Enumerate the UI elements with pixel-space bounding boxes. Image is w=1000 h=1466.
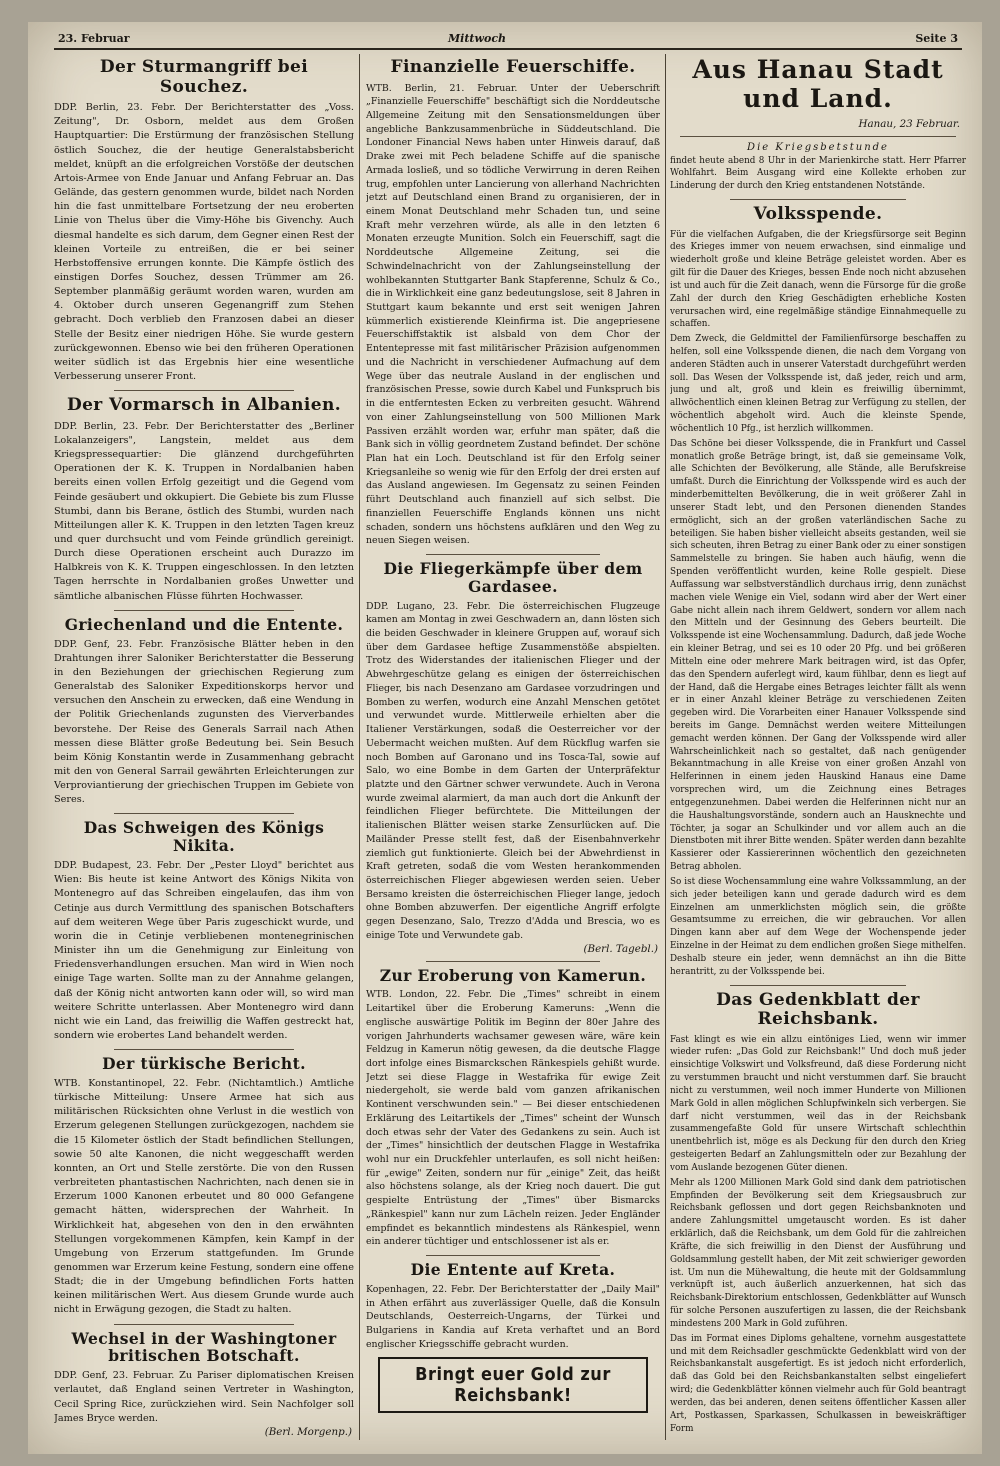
- article-gardasee-body: DDP. Lugano, 23. Febr. Die österreichischen Flugzeuge kamen am Montag in zwei Geschwadern an, dann lösten sich die beiden Geschwader in kleinere Gruppen auf, worauf sich über dem Gardasee heftige Zusammenstöße abspielten. Trotz des Widerstandes der italienischen Flieger und der Abwehrgeschütze gelang es einigen der österreichischen Flieger, bis nach Desenzano am Gardasee vorzudringen und Bomben zu werfen, wodurch eine Anzahl Menschen getötet und verwundet wurde. Mittlerweile erhielten aber die Italiener Verstärkungen, sodaß die Oesterreicher vor der Uebermacht weichen mußten. Auf dem Rückflug warfen sie noch Bomben auf Garonano und ins Tosca-Tal, sowie auf Salo, wo eine Bombe in dem Garten der Unterpräfektur platzte und den Gärtner schwer verwundete. Auch in Verona wurde zweimal alarmiert, da man auch dort die Ankunft der feindlichen Flieger befürchtete. Die Mitteilungen der italienischen Blätter weisen starke Zensurlücken auf. Die Mailänder Presse stellt fest, daß der Eisenbahnverkehr ziemlich gut funktionierte. Gleich bei der Abwehrdienst in Kraft getreten, sodaß die vom Westen herankommenden österreichischen Flieger abgewiesen werden seien. Ueber Bersamo kreisten die österreichischen Flieger lange, jedoch ohne Bomben abzuwerfen. Der eigentliche Angriff erfolgte gegen Desenzano, Salo, Trezzo d'Adda und Brescia, wo es einige Tote und Verwundete gab.: [366, 600, 660, 941]
- article-volksspende-body-2: Dem Zweck, die Geldmittel der Familienfürsorge beschaffen zu helfen, soll eine Volksspende dienen, die nach dem Vorgang von anderen Städten auch in unserer Vaterstadt durchgeführt werden soll. Das Wesen der Volksspende ist, daß jeder, reich und arm, jung und alt, groß und klein es freiwillig übernimmt, allwöchentlich einen kleinen Betrag zur Verfügung zu stellen, der wöchentlich abgeholt wird. Auch die kleinste Spende, wöchentlich 10 Pfg., ist herzlich willkommen.: [670, 334, 966, 434]
- article-nikita-title: Das Schweigen des Königs Nikita.: [83, 818, 325, 856]
- article-feuerschiffe-body: WTB. Berlin, 21. Februar. Unter der Ueberschrift „Finanzielle Feuerschiffe" beschäftigt sich die Norddeutsche Allgemeine Zeitung mit den Sensationsmeldungen über angebliche Bankzusammenbrüche in Süddeutschland. Die Londoner Financial News haben unter Hinweis darauf, daß Drake zwei mit Pech beladene Schiffe auf die spanische Armada losließ, und so tödliche Verwirrung in deren Reihen trug, empfohlen unter Lancierung von allerhand Nachrichten jetzt auf Deutschland einen Brand zu organisieren, der in einem Monat Deutschland mehr Schaden tun, und seine Kraft mehr verzehren würde, als alle in den letzten 6 Monaten erzeugte Munition. Solch ein Feuerschiff, sagt die Norddeutsche Allgemeine Zeitung, sei die Schwindelnachricht von der Zahlungseinstellung der wohlbekannten Stuttgarter Bank Stapferenne, Schulz & Co., die in Wirklichkeit eine ganz bedeutungslose, seit 8 Jahren in Stuttgart kaum bekannte und erst seit wenigen Jahren kümmerlich existierende Kleinfirma ist. Die angepriesene Feuerschiffstaktik ist alsbald von dem Chor der Ententepresse mit fast militärischer Präzision aufgenommen und die Nachricht in verschiedener Aufmachung auf dem Wege über das neutrale Ausland in der englischen und französischen Presse, sowie durch Kabel und Funkspruch bis in die entferntesten Ecken zu verbreiten gesucht. Während von einer Zahlungseinstellung von 500 Millionen Mark Passiven erzählt worden war, erfuhr man später, daß die Bank sich in völlig geordnetem Zustand befindet. Der schöne Plan hat ein Loch. Deutschland ist für den Erfolg seiner Kriegsanleihe so wenig wie für den Erfolg der drei ersten auf das Ausland angewiesen. Im Gegensatz zu seinen Feinden führt Deutschland auch finanziell auf sich selbst. Die finanziellen Feuerschiffe Englands können uns nicht schaden, sondern uns höchstens aufklären und den Weg zu neuen Siegen weisen.: [366, 82, 660, 547]
- article-washington-title: Wechsel in der Washingtoner britischen Botschaft.: [71, 1328, 337, 1366]
- newspaper-page: [28, 22, 982, 1454]
- separator: [114, 1049, 294, 1050]
- article-gardasee-source: (Berl. Tagebl.): [583, 942, 658, 955]
- header-weekday: Mittwoch: [448, 32, 507, 45]
- column-left: [54, 54, 354, 1446]
- article-albanien-body: DDP. Berlin, 23. Febr. Der Berichterstatter des „Berliner Lokalanzeigers", Langstein, meldet aus dem Kriegspressequartier: Die glänzend durchgeführten Operationen der K. K. Truppen in Nordalbanien haben bereits einen vollen Erfolg gezeitigt und die Gegend vom Feinde gesäubert und okkupiert. Die Gebiete bis zum Flusse Stumbi, dann bis Berane, östlich des Stumbi, wurden nach Mitteilungen aller K. K. Truppen in den letzten Tagen kreuz und quer durchsucht und vom Feinde gründlich gereinigt. Durch diese Operationen erscheint auch Durazzo im Halbkreis von K. K. Truppen eingeschlossen. In den letzten Tagen herrschte in Nordalbanien großes Unwetter und sämtliche albanischen Flüsse führten Hochwasser.: [54, 420, 354, 602]
- article-kamerun-body: WTB. London, 22. Febr. Die „Times" schreibt in einem Leitartikel über die Eroberung Kameruns: „Wenn die englische auswärtige Politik im Beginn der 80er Jahre des vorigen Jahrhunderts wachsamer gewesen wäre, wäre kein Feldzug in Kamerun nötig gewesen, da die deutsche Flagge dort infolge eines Bismarckschen Ränkespiels gehißt wurde. Jetzt sei diese Flagge in Westafrika für ewige Zeit niedergeholt, sie werde bald vom ganzen afrikanischen Kontinent verschwunden sein." — Bei dieser entschiedenen Erklärung des Leitartikels der „Times" scheint der Wunsch doch etwas sehr der Vater des Gedankens zu sein. Auch ist der „Times" hinsichtlich der deutschen Flagge in Westafrika wohl nur ein Druckfehler unterlaufen, es soll nicht heißen: für „ewige" Zeiten, sondern nur für „einige" Zeit, das heißt also höchstens solange, als der Krieg noch dauert. Die gut gespielte Entrüstung der „Times" über Bismarcks „Ränkespiel" kann nur zum Lächeln reizen. Jeder Engländer empfindet es bekanntlich mindestens als Ränkespiel, wenn ein anderer tüchtiger und entschlossener ist als er.: [366, 989, 660, 1248]
- page-header: [28, 30, 982, 48]
- header-rule: [54, 48, 962, 50]
- column-divider-1: [359, 54, 360, 1440]
- separator: [730, 199, 906, 200]
- article-feuerschiffe-title: Finanzielle Feuerschiffe.: [390, 57, 636, 77]
- separator: [114, 390, 294, 391]
- article-gedenkblatt-title: Das Gedenkblatt der Reichsbank.: [716, 989, 920, 1030]
- column-right: [670, 54, 966, 1446]
- header-page-number: Seite 3: [915, 32, 958, 45]
- article-souchez-body: DDP. Berlin, 23. Febr. Der Berichterstatter des „Voss. Zeitung", Dr. Osborn, meldet aus dem Großen Hauptquartier: Die Erstürmung der französischen Stellung östlich Souchez, die der heutige Generalstabsbericht meldet, knüpft an die erfolgreichen Vorstöße der deutschen Artois-Armee von Ende Januar und Anfang Februar an. Das Gelände, das gestern genommen wurde, bildet nach Norden hin die fast unmittelbare Fortsetzung der neu eroberten Linie von Thelus über die Vimy-Höhe bis Givenchy. Auch diesmal handelte es sich darum, dem Gegner einen Rest der kleinen Vorteile zu entreißen, die er bei seiner Herbstoffensive errungen konnte. Die Kämpfe östlich des einstigen Dorfes Souchez, dessen Trümmer am 26. September planmäßig geräumt worden waren, wurden am 4. Oktober durch unseren Gegenangriff zum Stehen gebracht. Doch verblieb den Franzosen dabei an dieser Stelle der Besitz einer niedrigen Höhe. Sie wurde gestern zurückgewonnen. Ebenso wie bei den früheren Operationen weiter südlich ist das Ergebnis hier eine wesentliche Verbesserung unserer Front.: [54, 102, 354, 383]
- article-griechenland-body: DDP. Genf, 23. Febr. Französische Blätter heben in den Drahtungen ihrer Saloniker Berichterstatter die Besserung in den Beziehungen der griechischen Regierung zum Generalstab des Saloniker Expeditionskorps hervor und versuchen den Anschein zu erwecken, daß eine Wendung in der Politik Griechenlands zugunsten des Vierverbandes bevorstehe. Der Reise des Generals Sarrail nach Athen messen diese Blätter große Bedeutung bei. Sein Besuch beim König Konstantin werde in Zusammenhang gebracht mit den von General Sarrail gewährten Erleichterungen zur Verproviantierung der griechischen Truppen im Gebiete von Seres.: [54, 638, 354, 806]
- separator: [114, 813, 294, 814]
- article-gardasee-title: Die Fliegerkämpfe über dem Gardasee.: [383, 558, 643, 596]
- column-middle: [366, 54, 660, 1446]
- article-kamerun-title: Zur Eroberung von Kamerun.: [379, 965, 647, 985]
- article-griechenland-title: Griechenland und die Entente.: [64, 614, 344, 634]
- separator: [426, 554, 600, 555]
- article-tuerkisch-title: Der türkische Bericht.: [102, 1054, 306, 1074]
- local-section-masthead: Aus Hanau Stadt und Land.: [692, 55, 944, 113]
- separator: [426, 1255, 600, 1256]
- separator: [114, 610, 294, 611]
- article-volksspende-title: Volksspende.: [753, 203, 883, 224]
- article-washington-source: (Berl. Morgenp.): [264, 1425, 352, 1438]
- article-washington-body: DDP. Genf, 23. Februar. Zu Pariser diplomatischen Kreisen verlautet, daß England seinen Vertreter in Washington, Cecil Spring Rice, zurückziehen wird. Sein Nachfolger soll James Bryce werden.: [54, 1370, 354, 1424]
- article-gedenkblatt-body-2: Mehr als 1200 Millionen Mark Gold sind dank dem patriotischen Empfinden der Bevölkerung seit dem Kriegsausbruch zur Reichsbank geflossen und dort gegen Reichsbanknoten und andere Zahlungsmittel umgetauscht worden. Es ist daher erklärlich, daß die Reichsbank, um dem Gold für die zahlreichen Kräfte, die sich freiwillig in den Dienst der Ausführung und Goldsammlung gestellt haben, der Mit zeit schwieriger geworden ist. Um nun die Mühewaltung, die heute mit der Goldsammlung verknüpft ist, auch äußerlich anzuerkennen, hat sich das Reichsbank-Direktorium entschlossen, Gedenkblätter auf Wunsch für solche Personen auszufertigen zu lassen, die der Reichsbank mindestens 200 Mark in Gold zuführen.: [670, 1177, 966, 1329]
- article-albanien-title: Der Vormarsch in Albanien.: [66, 395, 342, 416]
- article-souchez-title: Der Sturmangriff bei Souchez.: [99, 57, 309, 97]
- article-kreta-body: Kopenhagen, 22. Febr. Der Berichterstatter der „Daily Mail" in Athen erfährt aus zuverlässiger Quelle, daß die Konsuln Deutschlands, Oesterreich-Ungarns, der Türkei und Bulgariens in Kandia auf Kreta verhaftet und an Bord englischer Kriegsschiffe gebracht wurden.: [366, 1283, 660, 1350]
- article-betstunde-body: findet heute abend 8 Uhr in der Marienkirche statt. Herr Pfarrer Wohlfahrt. Beim Ausgang wird eine Kollekte erhoben zur Linderung der durch den Krieg entstandenen Notstände.: [670, 155, 966, 192]
- article-kreta-title: Die Entente auf Kreta.: [410, 1260, 616, 1280]
- article-gedenkblatt-body-3: Das im Format eines Diploms gehaltene, vornehm ausgestattete und mit dem Reichsadler geschmückte Gedenkblatt wird von der Reichsbankanstalt ausgefertigt. Es ist jedoch nicht erforderlich, daß das Gold bei den Reichsbankanstalten selbst eingeliefert wird; die Gedenkblätter können vielmehr auch für Gold beantragt werden, das bei anderen, denen seitens öffentlicher Kassen aller Art, Postkassen, Sparkassen, Schulkassen in beweiskräftiger Form: [670, 1333, 966, 1434]
- separator: [680, 136, 956, 137]
- column-divider-2: [665, 54, 666, 1440]
- article-gedenkblatt-body-1: Fast klingt es wie ein allzu eintöniges Lied, wenn wir immer wieder rufen: „Das Gold zur Reichsbank!" Und doch muß jeder einsichtige Volkswirt und Volksfreund, daß diese Forderung nicht zu verstummen braucht und nicht verstummen darf. Sie braucht nicht zu verstummen, weil noch immer Hunderte von Millionen Mark Gold in allen möglichen Schlupfwinkeln sich verbergen. Sie darf nicht verstummen, weil das in der Reichsbank zusammengefaßte Gold für unsere Wirtschaft schlechthin unentbehrlich ist, möge es als Deckung für den durch den Krieg gesteigerten Bedarf an Zahlungsmitteln oder zur Bezahlung der vom Auslande bezogenen Güter dienen.: [670, 1034, 966, 1173]
- article-volksspende-body-1: Für die vielfachen Aufgaben, die der Kriegsfürsorge seit Beginn des Krieges immer von neuem erwachsen, sind einmalige und wiederholt große und kleine Beträge geleistet worden. Aber es gilt für die Dauer des Krieges, bessen Ende noch nicht abzusehen ist und auch für die Zeit danach, wenn die Fürsorge für die große Zahl der durch den Krieg Geschädigten erhebliche Kosten verursachen wird, eine regelmäßige ständige Einnahmequelle zu schaffen.: [670, 229, 966, 330]
- header-date: 23. Februar: [58, 32, 130, 45]
- separator: [426, 961, 600, 962]
- separator: [730, 985, 906, 986]
- gold-advert-banner: Bringt euer Gold zur Reichsbank!: [378, 1357, 648, 1413]
- separator: [114, 1324, 294, 1325]
- article-tuerkisch-body: WTB. Konstantinopel, 22. Febr. (Nichtamtlich.) Amtliche türkische Mitteilung: Unsere Armee hat sich aus militärischen Rücksichten ohne Verlust in die westlich von Erzerum gelegenen Stellungen zurückgezogen, nachdem sie die 15 Kilometer östlich der Stadt befindlichen Stellungen, sowie 50 alte Kanonen, die nicht weggeschafft werden konnten, an Ort und Stelle zerstörte. Die von den Russen verbreiteten phantastischen Nachrichten, nach denen sie in Erzerum 1000 Kanonen erbeutet und 80 000 Gefangene gemacht hätten, widersprechen der Wahrheit. In Wirklichkeit hat, abgesehen von den in den erwähnten Stellungen vorgekommenen Kämpfen, kein Kampf in der Umgebung von Erzerum stattgefunden. Im Grunde genommen war Erzerum keine Festung, sondern eine offene Stadt; die in der Umgebung befindlichen Forts hatten keinen militärischen Wert. Aus diesem Grunde wurde auch nicht in Erwägung gezogen, die Stadt zu halten.: [54, 1077, 354, 1316]
- article-betstunde-subhead: Die Kriegsbetstunde: [747, 141, 889, 153]
- local-dateline: Hanau, 23 Februar.: [858, 117, 960, 130]
- article-volksspende-body-4: So ist diese Wochensammlung eine wahre Volkssammlung, an der sich jeder beteiligen kann und gerade dadurch wird es dem Einzelnen am unmerklichsten möglich sein, die größte Gesamtsumme zu erreichen, die wir gebrauchen. Vor allen Dingen kann aber auf dem Wege der Wochenspende jeder Einzelne in der Heimat zu dem endlichen großen Siege mithelfen. Deshalb steure ein jeder, wenn demnächst an ihn die Bitte herantritt, zu der Volksspende bei.: [670, 876, 966, 977]
- article-volksspende-body-3: Das Schöne bei dieser Volksspende, die in Frankfurt und Cassel monatlich große Beträge bringt, ist, daß sie gemeinsame Volk, alle Schichten der Bevölkerung, alle Stände, alle Berufskreise umfaßt. Durch die Einrichtung der Volksspende wird es auch der minderbemittelten Bevölkerung, die in weit größerer Zahl in unserer Stadt lebt, und den Personen dienenden Standes ermöglicht, sich an der großen vaterländischen Sache zu beteiligen. Sie haben bisher vielleicht abseits gestanden, weil sie sich scheuten, ihren Betrag zu einer Bank oder zu einer sonstigen Sammelstelle zu bringen. Sie haben auch häufig, wenn die Spenden veröffentlicht wurden, keine Rolle gespielt. Diese Auffassung war selbstverständlich durchaus irrig, denn zunächst machen viele Wenige ein Viel, sodann wird aber der Wert einer Gabe nicht allein nach ihrem Geldwert, sondern vor allem nach den Mitteln und der Gesinnung des Gebers beurteilt. Die Volksspende ist eine Wochensammlung. Dadurch, daß jede Woche ein kleiner Betrag, und sei es 10 oder 20 Pfg. und bei größeren Mitteln eine oder mehrere Mark beitragen wird, ist das Opfer, das den Spendern auferlegt wird, kaum fühlbar, denn es liegt auf der Hand, daß die Hergabe eines Betrages leichter fällt als wenn er in einer Anzahl kleiner Beträge zu verschiedenen Zeiten gegeben wird. Die Vorarbeiten einer Hanauer Volksspende sind bereits im Gange. Demnächst werden weitere Mitteilungen gemacht werden können. Der Gang der Volksspende wird aller Wahrscheinlichkeit nach so gestaltet, daß nach genügender Bekanntmachung in alle Kreise von einer großen Anzahl von Helferinnen in einem jeden Hauskind Hanaus eine Dame vorsprechen wird, um die Zeichnung eines Betrages entgegenzunehmen. Dabei werden die Helferinnen nicht nur an die Haushaltungsvorstände, sondern auch an Hausknechte und Töchter, ja sogar an Schulkinder und vor allem auch an die Dienstboten mit ihrer Bitte wenden. Später werden dann bezahlte Kassierer oder Kassiererinnen wöchentlich den gezeichneten Betrag abholen.: [670, 438, 966, 873]
- article-nikita-body: DDP. Budapest, 23. Febr. Der „Pester Lloyd" berichtet aus Wien: Bis heute ist keine Antwort des Königs Nikita von Montenegro auf das Schreiben eingelaufen, das ihm von Cetinje aus durch Vermittlung des spanischen Botschafters auf dem weiteren Wege über Paris zugeschickt wurde, und worin die in Cetinje verbliebenen montenegrinischen Minister ihn um die Genehmigung zur Einleitung von Friedensverhandlungen ersuchen. Man wird in Wien noch einige Tage warten. Sollte man zu der Annahme gelangen, daß der König nicht antworten kann oder will, so wird man weitere Schritte unterlassen. Aber Montenegro wird dann nicht wie ein Land, das freiwillig die Waffen gestreckt hat, sondern wie erobertes Land behandelt werden.: [54, 860, 354, 1041]
